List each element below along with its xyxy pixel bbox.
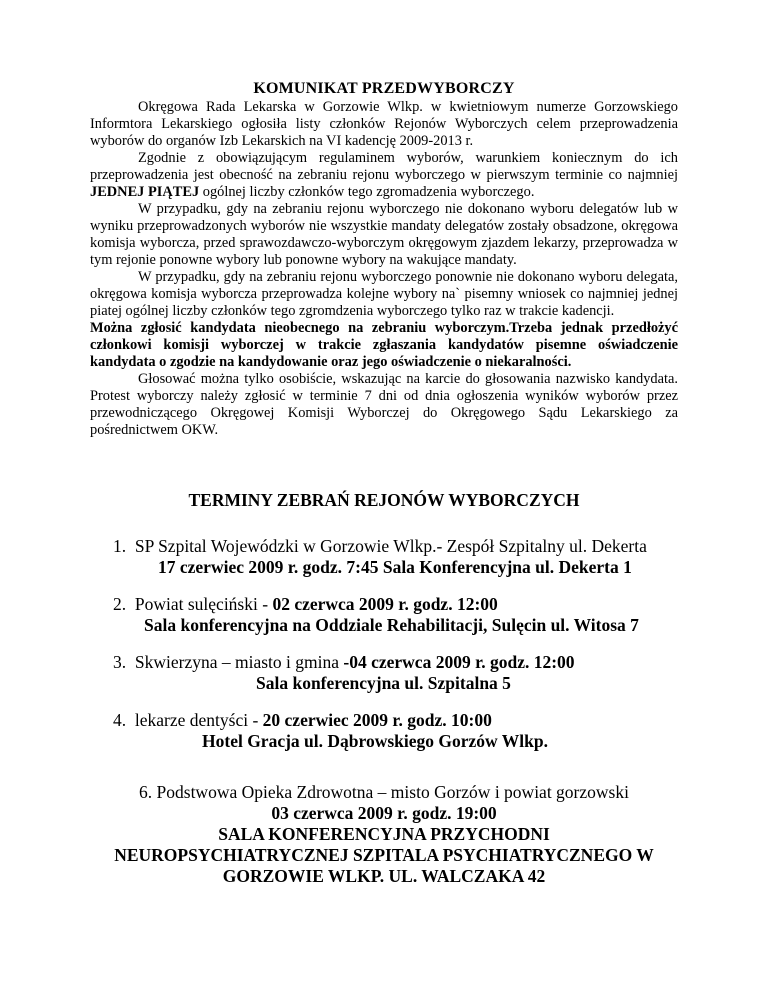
list-item-4-line1: 4. lekarze dentyści - 20 czerwiec 2009 r. godz. 10:00 [113,710,492,730]
paragraph-1: Okręgowa Rada Lekarska w Gorzowie Wlkp. w kwietniowym numerze Gorzowskiego Informtora Lekarskiego ogłosiła listy członków Rejonów Wyborczych celem przeprowadzenia wyborów do organów Izb Lekarskich na VI kadencję 2009-2013 r. [90,99,678,149]
list-item-6-line3: SALA KONFERENCYJNA PRZYCHODNI [218,824,550,844]
list-item-6-line1: 6. Podstwowa Opieka Zdrowotna – misto Gorzów i powiat gorzowski [139,782,629,802]
paragraph-2: Zgodnie z obowiązującym regulaminem wyborów, warunkiem koniecznym do ich przeprowadzenia jest obecność na zebraniu rejonu wyborczego w pierwszym terminie co najmniej JEDNEJ PIĄTEJ ogólnej liczby członków tego zgromadzenia wyborczego. [90,150,678,200]
paragraph-5-bold: Można zgłosić kandydata nieobecnego na zebraniu wyborczym.Trzeba jednak przedłożyć członkowi komisji wyborczej w trakcie zgłaszania kandydatów pisemne oświadczenie kandydata o zgodzie na kandydowanie oraz jego oświadczenie o niekaralności. [90,320,678,370]
list-item-6-line5: GORZOWIE WLKP. UL. WALCZAKA 42 [222,866,546,886]
paragraph-3: W przypadku, gdy na zebraniu rejonu wyborczego nie dokonano wyboru delegatów lub w wyniku przeprowadzonych wyborów nie wszystkie mandaty delegatów zostały obsadzone, okręgowa komisja wyborcza, przed sprawozdawczo-wyborczym okręgowym zjazdem lekarzy, przeprowadza w tym rejonie ponowne wybory lub ponowne wybory na wakujące mandaty. [90,201,678,268]
list-item-2-line2: Sala konferencyjna na Oddziale Rehabilitacji, Sulęcin ul. Witosa 7 [144,615,639,635]
list-item-6-line2: 03 czerwca 2009 r. godz. 19:00 [271,803,497,823]
emphasis-quorum: JEDNEJ PIĄTEJ [90,184,200,200]
list-item-3-line2: Sala konferencyjna ul. Szpitalna 5 [256,673,511,693]
list-item-2-line1: 2. Powiat sulęciński - 02 czerwca 2009 r. godz. 12:00 [113,594,498,614]
list-item-1-line1: 1. SP Szpital Wojewódzki w Gorzowie Wlkp.- Zespół Szpitalny ul. Dekerta [113,536,647,556]
list-item-4-line2: Hotel Gracja ul. Dąbrowskiego Gorzów Wlkp. [202,731,548,751]
section-title: TERMINY ZEBRAŃ REJONÓW WYBORCZYCH [188,490,580,510]
paragraph-4: W przypadku, gdy na zebraniu rejonu wyborczego ponownie nie dokonano wyboru delegata, okręgowa komisja wyborcza przeprowadza kolejne wybory na` pisemny wniosek co najmniej jednej piatej ogólnej liczby członków tego zgromdzenia wyborczego tylko raz w trakcie kadencji. [90,269,678,319]
list-item-6-line4: NEUROPSYCHIATRYCZNEJ SZPITALA PSYCHIATRYCZNEGO W [114,845,654,865]
list-item-1-line2: 17 czerwiec 2009 r. godz. 7:45 Sala Konferencyjna ul. Dekerta 1 [158,557,632,577]
list-item-3-line1: 3. Skwierzyna – miasto i gmina -04 czerwca 2009 r. godz. 12:00 [113,652,575,672]
page-title: KOMUNIKAT PRZEDWYBORCZY [253,80,515,97]
paragraph-6: Głosować można tylko osobiście, wskazując na karcie do głosowania nazwisko kandydata. Protest wyborczy należy zgłosić w terminie 7 dni od dnia ogłoszenia wyników wyborów przez przewodniczącego Okręgowej Komisji Wyborczej do Okręgowego Sądu Lekarskiego za pośrednictwem OKW. [90,371,678,438]
announcement-body [90,99,678,439]
